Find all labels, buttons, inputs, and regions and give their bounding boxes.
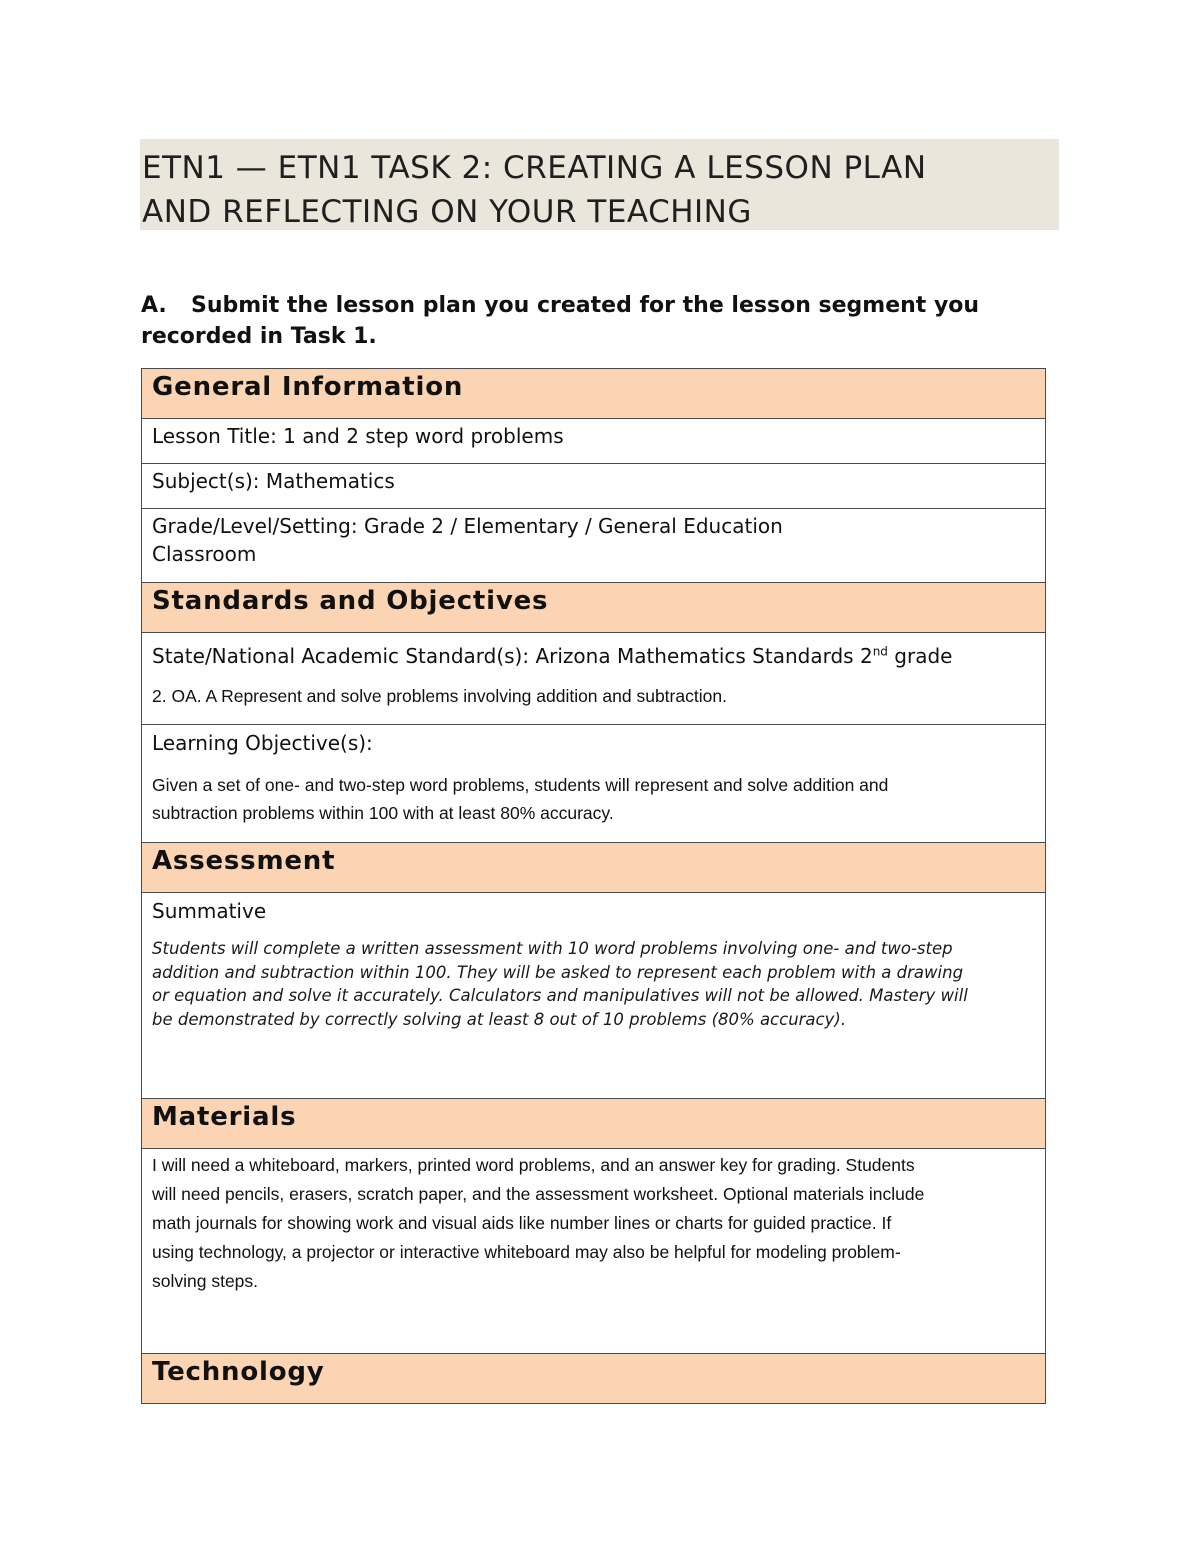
- lesson-title-row: [142, 419, 1046, 464]
- section-a-heading: [141, 290, 1051, 352]
- technology-header-row: [142, 1354, 1046, 1404]
- summative-row: [142, 893, 1046, 1099]
- general-information-header-row: [142, 369, 1046, 419]
- grade-level-setting-line-2: Classroom: [152, 542, 257, 566]
- document-title-line-1: ETN1 — ETN1 TASK 2: CREATING A LESSON PLAN: [142, 150, 927, 186]
- standards-objectives-header: Standards and Objectives: [142, 583, 1046, 633]
- materials-line-5: solving steps.: [152, 1271, 259, 1291]
- materials-header: Materials: [142, 1099, 1046, 1149]
- lesson-plan-table: [141, 368, 1046, 1404]
- learning-objectives-line-2: subtraction problems within 100 with at least 80% accuracy.: [152, 803, 614, 823]
- summative-cell: [142, 893, 1046, 1099]
- materials-line-3: math journals for showing work and visual aids like number lines or charts for guided practice. If: [152, 1213, 892, 1233]
- summative-label: Summative: [152, 899, 267, 923]
- assessment-header: Assessment: [142, 843, 1046, 893]
- standards-cell: [142, 633, 1046, 725]
- materials-line-2: will need pencils, erasers, scratch paper, and the assessment worksheet. Optional materials include: [152, 1184, 925, 1204]
- standards-header-row: [142, 583, 1046, 633]
- lesson-title: Lesson Title: 1 and 2 step word problems: [142, 419, 1046, 464]
- academic-standard-tail: grade: [887, 644, 953, 668]
- grade-level-setting-line-1: Grade/Level/Setting: Grade 2 / Elementary / General Education: [152, 514, 783, 538]
- standard-detail: 2. OA. A Represent and solve problems involving addition and subtraction.: [152, 686, 727, 706]
- subjects-row: [142, 464, 1046, 509]
- summative-line-3: or equation and solve it accurately. Calculators and manipulatives will not be allowed. Mastery will: [152, 986, 968, 1005]
- summative-text: [152, 937, 1035, 1031]
- learning-objectives-label: Learning Objective(s):: [152, 731, 373, 755]
- academic-standard-suffix: nd: [872, 644, 888, 659]
- materials-row: [142, 1149, 1046, 1354]
- section-a-letter: A.: [141, 293, 167, 318]
- summative-line-1: Students will complete a written assessment with 10 word problems involving one- and two-step: [152, 939, 953, 958]
- grade-level-setting: [142, 509, 1046, 583]
- general-information-header: General Information: [142, 369, 1046, 419]
- materials-line-1: I will need a whiteboard, markers, printed word problems, and an answer key for grading. Students: [152, 1155, 915, 1175]
- document-title-line-2: AND REFLECTING ON YOUR TEACHING: [142, 194, 752, 230]
- summative-line-4: be demonstrated by correctly solving at least 8 out of 10 problems (80% accuracy).: [152, 1009, 847, 1029]
- materials-text: [152, 1149, 1035, 1296]
- grade-level-setting-row: [142, 509, 1046, 583]
- materials-cell: [142, 1149, 1046, 1354]
- document-title-block: [140, 139, 1059, 230]
- learning-objectives-line-1: Given a set of one- and two-step word problems, students will represent and solve addition and: [152, 775, 889, 795]
- materials-line-4: using technology, a projector or interactive whiteboard may also be helpful for modeling problem-: [152, 1242, 901, 1262]
- subjects: Subject(s): Mathematics: [142, 464, 1046, 509]
- summative-line-2: addition and subtraction within 100. They will be asked to represent each problem with a drawing: [152, 962, 964, 982]
- learning-objectives-row: [142, 725, 1046, 843]
- section-a-text-line-1: Submit the lesson plan you created for the lesson segment you: [191, 293, 980, 318]
- learning-objectives-text: [152, 771, 1035, 842]
- section-a-text-line-2: recorded in Task 1.: [141, 324, 377, 349]
- assessment-header-row: [142, 843, 1046, 893]
- standards-row: [142, 633, 1046, 725]
- learning-objectives-cell: [142, 725, 1046, 843]
- academic-standard-text: State/National Academic Standard(s): Arizona Mathematics Standards 2: [152, 644, 873, 668]
- academic-standard: [152, 633, 1035, 671]
- materials-header-row: [142, 1099, 1046, 1149]
- technology-header: Technology: [142, 1354, 1046, 1404]
